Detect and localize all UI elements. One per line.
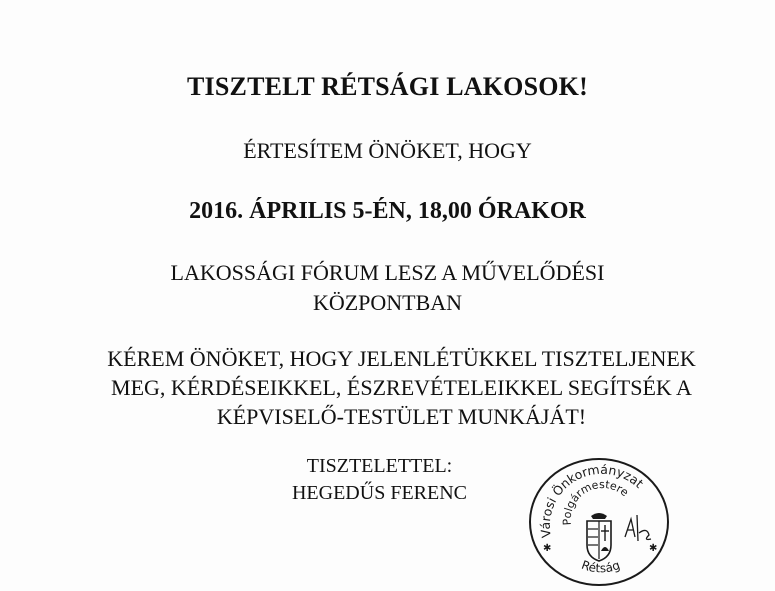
event-description-line-1: LAKOSSÁGI FÓRUM LESZ A MŰVELŐDÉSI [170,260,605,285]
event-description-line-2: KÖZPONTBAN [312,290,463,315]
stamp-star-left-icon: ✱ [543,543,552,554]
stamp-outer-text: Városi Önkormányzat [537,461,647,539]
event-date-time: 2016. ÁPRILIS 5-ÉN, 18,00 ÓRAKOR [189,198,586,224]
notice-intro: ÉRTESÍTEM ÖNÖKET, HOGY [243,138,532,163]
signer-name: HEGEDŰS FERENC [291,482,467,504]
closing-salutation: TISZTELETTEL: [306,455,453,477]
request-line-1: KÉREM ÖNÖKET, HOGY JELENLÉTÜKKEL TISZTELJENEK [107,346,696,371]
request-line-3: KÉPVISELŐ-TESTÜLET MUNKÁJÁT! [216,404,587,429]
stamp-bottom-text: Rétság [579,557,622,576]
official-stamp [527,455,672,590]
request-line-2: MEG, KÉRDÉSEIKKEL, ÉSZREVÉTELEIKKEL SEGÍTSÉK A [111,375,692,400]
signature-icon [625,515,651,541]
stamp-star-right-icon: ✱ [649,543,658,554]
coat-of-arms-icon [587,513,611,561]
notice-title: TISZTELT RÉTSÁGI LAKOSOK! [187,72,588,101]
stamp-inner-text: Polgármestere [560,477,632,526]
